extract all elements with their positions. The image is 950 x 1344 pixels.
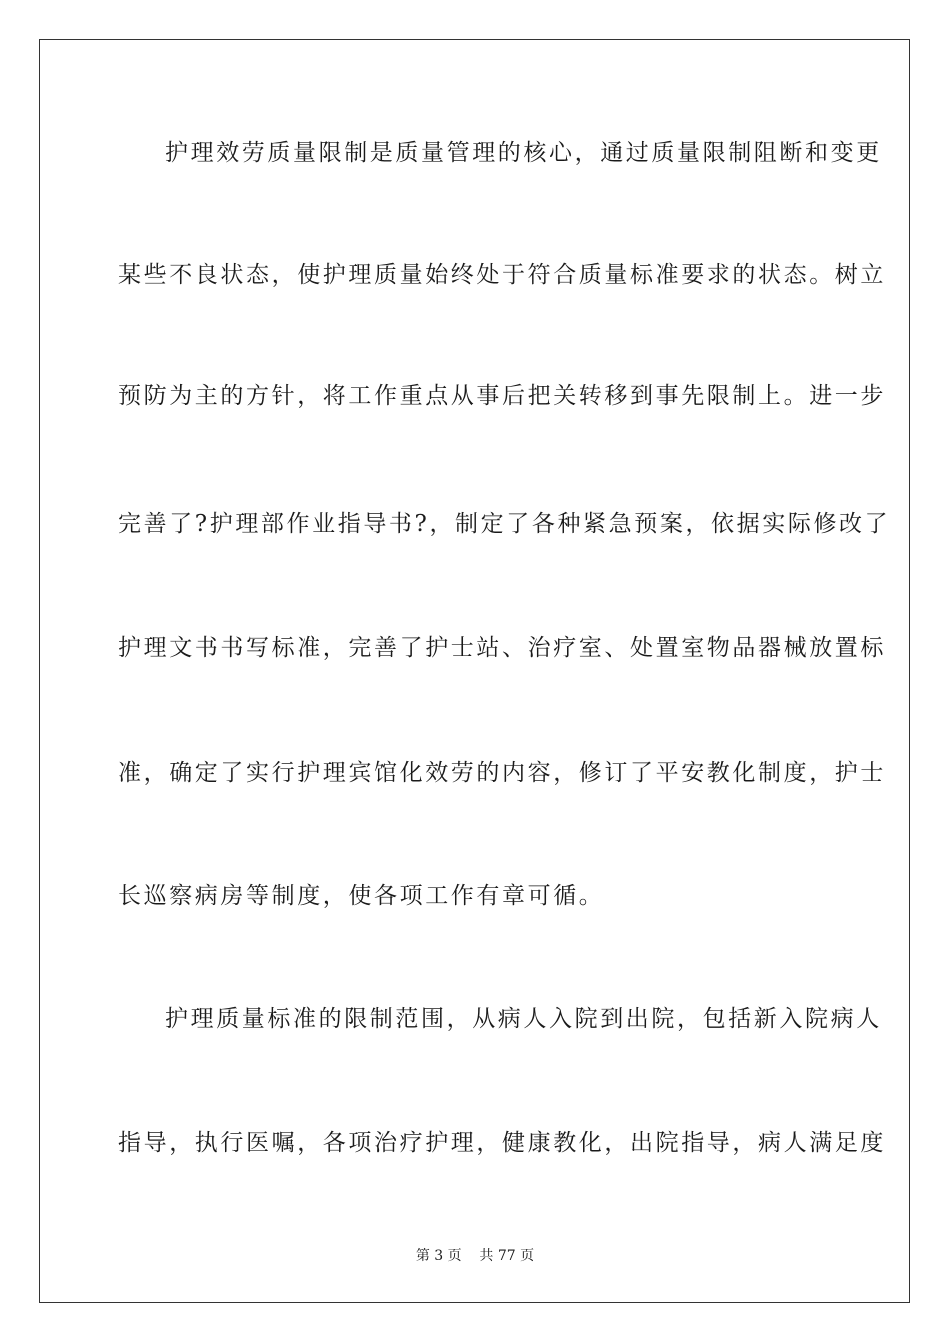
paragraph-1-line-4: 完善了?护理部作业指导书?，制定了各种紧急预案，依据实际修改了 [118,511,891,537]
paragraph-2-line-2: 指导，执行医嘱，各项治疗护理，健康教化，出院指导，病人满足度 [118,1130,886,1156]
paragraph-1-line-7: 长巡察病房等制度，使各项工作有章可循。 [118,883,605,909]
paragraph-1-line-2: 某些不良状态，使护理质量始终处于符合质量标准要求的状态。树立 [118,262,886,288]
paragraph-2-line-1: 护理质量标准的限制范围，从病人入院到出院，包括新入院病人 [165,1006,882,1032]
paragraph-1-line-6: 准，确定了实行护理宾馆化效劳的内容，修订了平安教化制度，护士 [118,760,886,786]
paragraph-1-line-5: 护理文书书写标准，完善了护士站、治疗室、处置室物品器械放置标 [118,635,886,661]
paragraph-1-line-1: 护理效劳质量限制是质量管理的核心，通过质量限制阻断和变更 [165,140,882,166]
page-number-footer: 第 3 页 共 77 页 [415,1248,535,1264]
paragraph-1-line-3: 预防为主的方针，将工作重点从事后把关转移到事先限制上。进一步 [118,383,886,409]
page-border [39,39,910,1303]
